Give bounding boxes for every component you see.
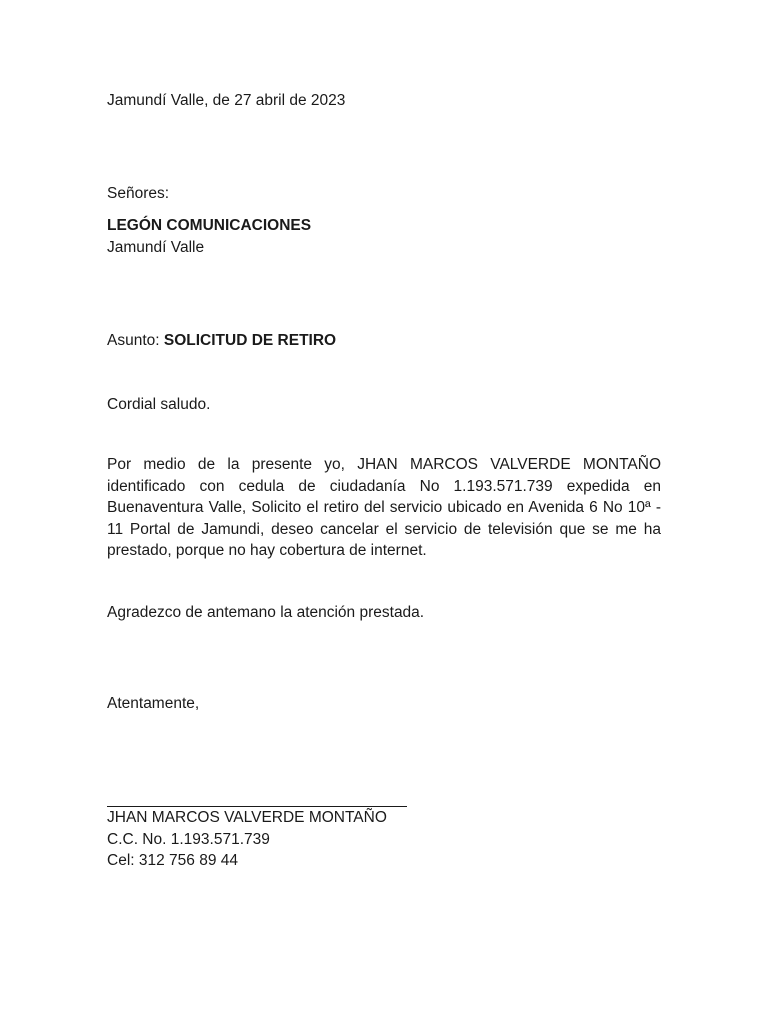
greeting: Cordial saludo.: [107, 396, 211, 413]
subject-value: SOLICITUD DE RETIRO: [163, 332, 337, 349]
body-paragraph: Por medio de la presente yo, JHAN MARCOS VALVERDE MONTAÑO identificado con cedula de ciudadanía No 1.193.571.739 expedida en Buenaventura Valle, Solicito el retiro del servicio ubicado en Avenida 6 No 10ª - 11 Portal de Jamundi, deseo cancelar el servicio de televisión que se me ha prestado, porque no hay cobertura de internet.: [107, 456, 661, 559]
subject-line: [107, 330, 336, 352]
date-line: Jamundí Valle, de 27 abril de 2023: [107, 92, 346, 109]
salutation-prefix: Señores:: [107, 185, 170, 202]
recipient-city: Jamundí Valle: [107, 239, 205, 256]
subject-label: Asunto:: [107, 332, 160, 349]
signer-name: JHAN MARCOS VALVERDE MONTAÑO: [107, 809, 387, 826]
signer-phone: Cel: 312 756 89 44: [107, 852, 238, 869]
recipient-company: LEGÓN COMUNICACIONES: [107, 217, 312, 234]
thanks-line: Agradezco de antemano la atención prestada.: [107, 604, 425, 621]
signer-id: C.C. No. 1.193.571.739: [107, 831, 270, 848]
closing-line: Atentamente,: [107, 695, 200, 712]
